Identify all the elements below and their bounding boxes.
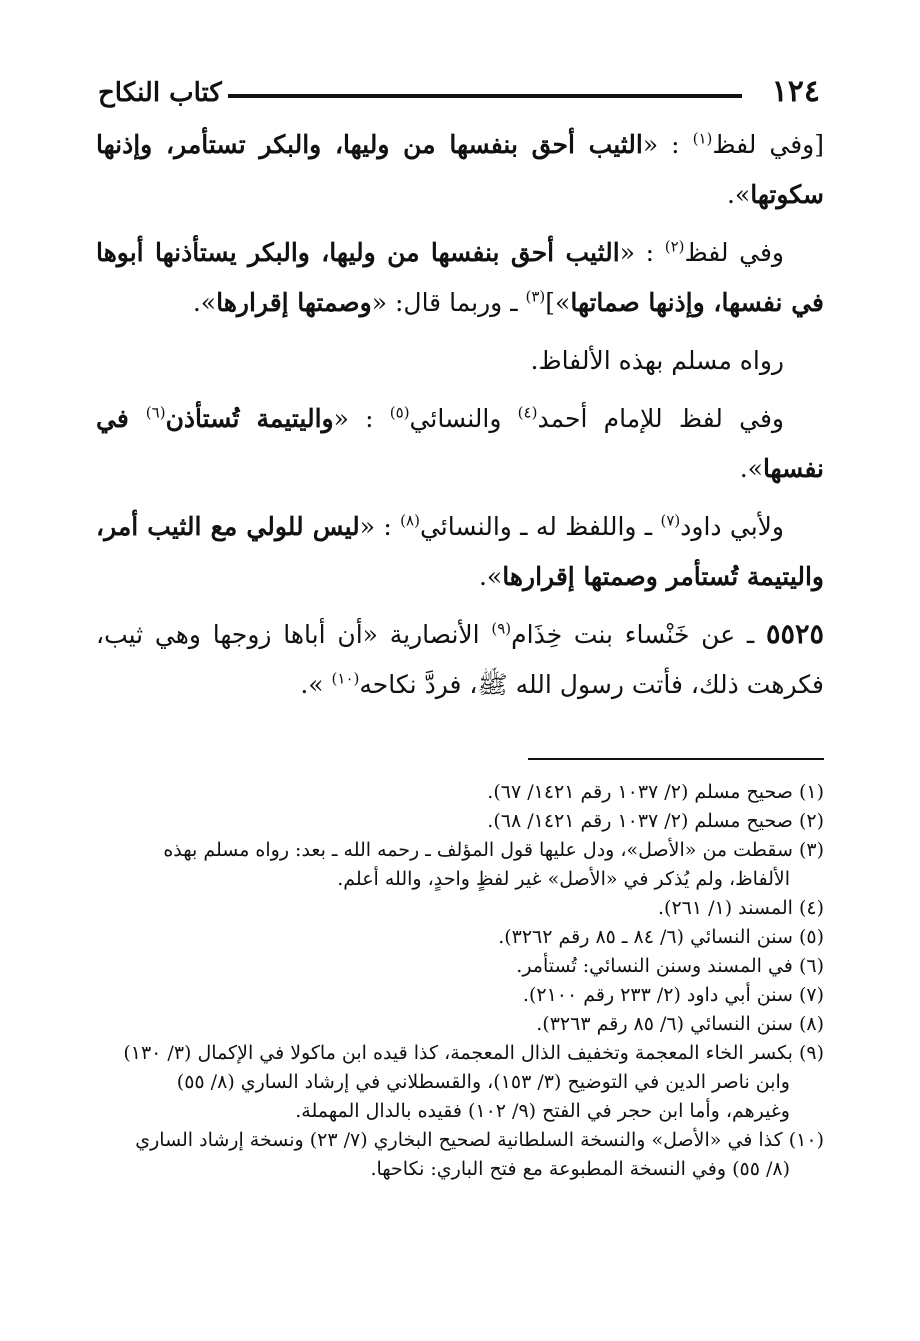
footnote-text: كذا في «الأصل» والنسخة السلطانية لصحيح البخاري (٧/ ٢٣) ونسخة إرشاد الساري [135, 1129, 789, 1151]
paragraph-p3 [96, 336, 824, 386]
footnote-item [96, 1039, 824, 1126]
hadith-text: ليس للولي مع الثيب أمر، واليتيمة تُستأمر وصمتها إقرارها [96, 512, 824, 591]
footnote-ref: (٢) [664, 237, 685, 256]
footnote-text: وابن ناصر الدين في التوضيح (٣/ ١٥٣)، والقسطلاني في إرشاد الساري (٨/ ٥٥) [176, 1071, 790, 1093]
narration-text: ». [726, 180, 751, 209]
footnote-text: صحيح مسلم (٢/ ١٠٣٧ رقم ١٤٢١/ ٦٧). [487, 781, 799, 803]
footnote-number: (٩) [798, 1042, 824, 1064]
paragraph-p4 [96, 394, 824, 494]
narration-text: : « [359, 512, 401, 541]
footnote-item [96, 1126, 824, 1184]
footnote-text: سقطت من «الأصل»، ودل عليها قول المؤلف ـ رحمه الله ـ بعد: رواه مسلم بهذه [163, 839, 799, 861]
footnote-ref: (٤) [517, 403, 538, 422]
footnote-ref: (٨) [400, 511, 420, 530]
footnotes [96, 778, 824, 1184]
footnote-ref: (٥) [389, 403, 410, 422]
footnote-text: وغيرهم، وأما ابن حجر في الفتح (٩/ ١٠٢) فقيده بالدال المهملة. [295, 1100, 790, 1122]
body-text [96, 120, 824, 710]
footnote-number: (١٠) [788, 1129, 824, 1151]
paragraph-p6 [96, 610, 824, 710]
footnote-text: المسند (١/ ٢٦١). [657, 897, 799, 919]
footnote-ref: (٩) [491, 619, 512, 638]
narration-text: ولأبي داود [680, 512, 784, 541]
paragraph-p2 [96, 228, 824, 328]
footnote-ref: (٧) [660, 511, 681, 530]
footnote-item [96, 1010, 824, 1039]
narration-text: والنسائي [409, 404, 518, 433]
hadith-text: الثيب أحق بنفسها من وليها، والبكر يستأذنها أبوها في نفسها، وإذنها صماتها [96, 238, 824, 317]
narration-text: : « [333, 404, 390, 433]
narration-text: ». [192, 288, 217, 317]
footnote-separator [528, 758, 824, 760]
footnote-number: (١) [798, 781, 824, 803]
paragraph-p1 [96, 120, 824, 220]
footnote-text: سنن أبي داود (٢/ ٢٣٣ رقم ٢١٠٠). [522, 984, 799, 1006]
footnote-text: في المسند وسنن النسائي: تُستأمر. [516, 955, 799, 977]
footnote-item [96, 981, 824, 1010]
narration-text: وفي لفظ للإمام أحمد [537, 404, 784, 433]
footnote-text: سنن النسائي (٦/ ٨٥ رقم ٣٢٦٣). [536, 1013, 799, 1035]
narration-text: ». [739, 454, 763, 483]
narration-text: : « [619, 238, 665, 267]
footnote-item [96, 894, 824, 923]
narration-text: ـ واللفظ له ـ والنسائي [419, 512, 661, 541]
narration-text: رواه مسلم بهذه الألفاظ. [530, 346, 784, 375]
footnote-text: (٨/ ٥٥) وفي النسخة المطبوعة مع فتح الباري: نكاحها. [370, 1158, 790, 1180]
footnote-number: (٣) [798, 839, 824, 861]
paragraph-p5 [96, 502, 824, 602]
footnote-number: (٥) [798, 926, 824, 948]
footnote-ref: (٦) [145, 403, 166, 422]
narration-text: [وفي لفظ [712, 130, 824, 159]
narration-text: : « [642, 130, 693, 159]
page-number: ١٢٤ [771, 74, 820, 109]
hadith-text: الثيب أحق بنفسها من وليها، والبكر تستأمر، وإذنها سكوتها [96, 130, 824, 209]
footnote-item [96, 807, 824, 836]
footnote-text: سنن النسائي (٦/ ٨٤ ـ ٨٥ رقم ٣٢٦٢). [498, 926, 799, 948]
header-rule [228, 94, 742, 98]
running-title: كتاب النكاح [98, 78, 222, 108]
hadith-text: واليتيمة تُستأذن [165, 404, 334, 433]
hadith-text: في نفسها [96, 404, 824, 483]
footnote-number: (٦) [798, 955, 824, 977]
narration-text: ». [478, 562, 503, 591]
footnote-text: الألفاظ، ولم يُذكر في «الأصل» غير لفظٍ واحدٍ، والله أعلم. [337, 868, 790, 890]
narration-text: ـ وربما قال: « [371, 288, 526, 317]
footnote-number: (٧) [798, 984, 824, 1006]
footnote-item [96, 836, 824, 894]
footnote-ref: (١٠) [331, 669, 360, 688]
footnote-ref: (٣) [525, 287, 546, 306]
narration-text: الأنصارية «أن أباها زوجها وهي ثيب، فكرهت ذلك، فأتت رسول الله ﷺ، فردَّ نكاحه [96, 620, 824, 699]
page-header [96, 70, 824, 120]
footnote-number: (٨) [798, 1013, 824, 1035]
narration-text: ـ عن خَنْساء بنت خِذَام [511, 620, 766, 649]
narration-text: ». [300, 670, 332, 699]
footnote-number: (٢) [798, 810, 824, 832]
footnote-text: بكسر الخاء المعجمة وتخفيف الذال المعجمة، كذا قيده ابن ماكولا في الإكمال (٣/ ١٣٠) [123, 1042, 799, 1064]
narration-text: وفي لفظ [684, 238, 784, 267]
narration-text: »] [545, 288, 571, 317]
hadith-number: ٥٥٢٥ [765, 619, 824, 650]
hadith-text: وصمتها إقرارها [216, 288, 372, 317]
footnote-item [96, 952, 824, 981]
footnote-item [96, 923, 824, 952]
footnote-text: صحيح مسلم (٢/ ١٠٣٧ رقم ١٤٢١/ ٦٨). [487, 810, 799, 832]
footnote-item [96, 778, 824, 807]
footnote-number: (٤) [798, 897, 824, 919]
footnote-ref: (١) [692, 129, 713, 148]
